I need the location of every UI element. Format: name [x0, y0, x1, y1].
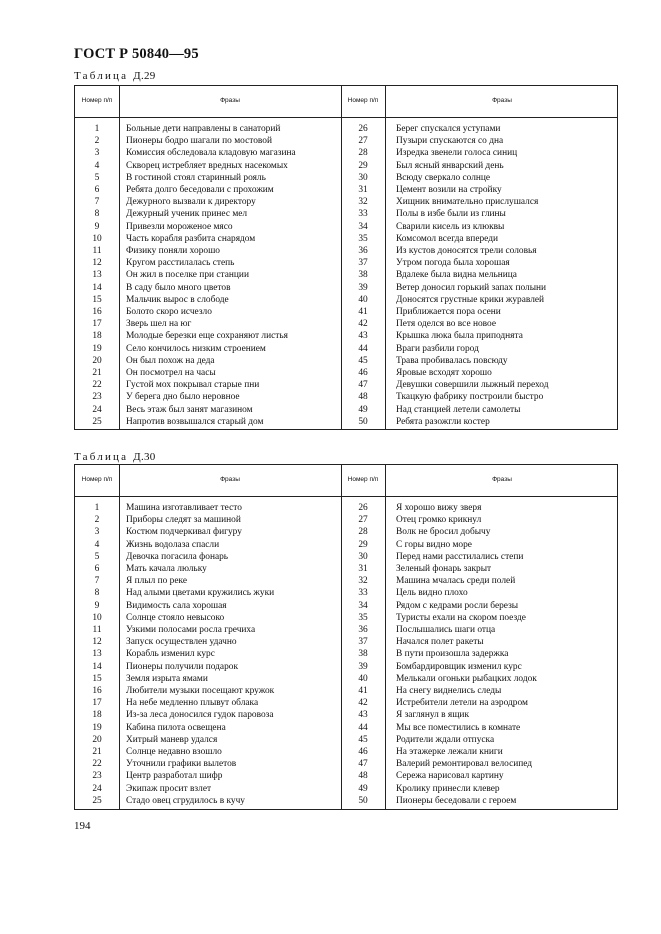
row-number: 33 — [358, 209, 368, 220]
column-header-phrases: Фразы — [492, 97, 512, 105]
row-phrase: Трава пробивалась повсюду — [396, 355, 508, 366]
row-phrase: Пионеры беседовали с героем — [396, 795, 517, 806]
row-phrase: Берег спускался уступами — [396, 124, 501, 134]
column-header-number: Номер п/п — [81, 97, 113, 105]
table-row — [75, 795, 617, 807]
row-phrase: Приближается пора осени — [396, 307, 501, 317]
row-phrase: Уточнили графики вылетов — [126, 759, 237, 770]
row-number: 19 — [92, 343, 102, 354]
row-number: 41 — [358, 686, 368, 696]
row-number: 11 — [92, 246, 102, 256]
row-phrase: В пути произошла задержка — [396, 649, 509, 660]
row-number: 26 — [358, 124, 368, 134]
row-number: 46 — [358, 747, 368, 757]
document-header: ГОСТ Р 50840—95 — [74, 46, 199, 62]
table-row — [75, 269, 617, 281]
table-d29-caption — [74, 70, 156, 82]
row-number: 8 — [94, 588, 100, 599]
row-phrase: Комиссия обследовала кладовую магазина — [126, 148, 296, 159]
row-number: 29 — [358, 539, 368, 550]
row-number: 49 — [358, 783, 368, 794]
row-number: 15 — [92, 294, 102, 305]
row-number: 32 — [358, 197, 368, 208]
row-number: 35 — [358, 233, 368, 244]
row-phrase: Машина изготавливает тесто — [126, 503, 242, 513]
table-row — [75, 770, 617, 782]
row-number: 3 — [94, 148, 100, 159]
row-phrase: Цемент возили на стройку — [396, 185, 502, 195]
row-number: 29 — [358, 160, 368, 171]
table-row — [75, 746, 617, 758]
table-row — [75, 636, 617, 648]
table-row — [75, 367, 617, 379]
row-phrase: Перед нами расстилались степи — [396, 551, 524, 562]
row-phrase: Кругом расстилалась степь — [126, 258, 235, 269]
row-number: 3 — [94, 527, 100, 538]
row-number: 12 — [92, 258, 102, 269]
row-phrase: Пионеры получили подарок — [126, 661, 238, 672]
row-number: 10 — [92, 612, 102, 623]
row-number: 34 — [358, 221, 368, 232]
row-phrase: Сварили кисель из клюквы — [396, 221, 505, 232]
row-number: 16 — [92, 686, 102, 696]
table-row — [75, 208, 617, 220]
row-phrase: Жизнь водолаза спасли — [126, 539, 220, 550]
table-row — [75, 551, 617, 563]
row-number: 42 — [358, 319, 368, 330]
row-phrase: Крышка люка была приподнята — [396, 331, 523, 342]
column-header-number: Номер п/п — [347, 97, 379, 105]
row-phrase: Молодые березки еще сохраняют листья — [126, 331, 288, 342]
row-number: 50 — [358, 795, 368, 806]
row-phrase: Любители музыки посещают кружок — [126, 686, 275, 696]
row-phrase: Послышались шаги отца — [396, 625, 496, 635]
row-number: 4 — [94, 160, 100, 171]
table-d30-caption — [74, 451, 156, 463]
row-number: 35 — [358, 612, 368, 623]
row-phrase: Полы в избе были из глины — [396, 209, 506, 220]
table-d30-caption-number: Д.30 — [133, 451, 156, 463]
row-phrase: Цель видно плохо — [396, 588, 468, 599]
row-number: 28 — [358, 527, 368, 538]
row-number: 15 — [92, 673, 102, 684]
table-row — [75, 257, 617, 269]
table-row — [75, 575, 617, 587]
row-number: 20 — [92, 734, 102, 745]
row-phrase: На небе медленно плывут облака — [126, 698, 259, 709]
row-phrase: Физику поняли хорошо — [126, 246, 220, 256]
table-row — [75, 184, 617, 196]
column-header-number: Номер п/п — [81, 476, 113, 484]
table-row — [75, 330, 617, 342]
table-row — [75, 709, 617, 721]
row-phrase: Хитрый маневр удался — [126, 734, 218, 745]
row-number: 27 — [358, 136, 368, 147]
row-number: 4 — [94, 539, 100, 550]
table-row — [75, 196, 617, 208]
row-number: 9 — [94, 600, 100, 611]
column-header-phrases: Фразы — [492, 476, 512, 484]
row-phrase: Мелькали огоньки рыбацких лодок — [396, 673, 537, 684]
row-number: 23 — [92, 392, 102, 403]
row-number: 47 — [358, 380, 368, 391]
row-number: 34 — [358, 600, 368, 611]
row-phrase: Скворец истребляет вредных насекомых — [126, 160, 288, 171]
row-phrase: Туристы ехали на скором поезде — [396, 612, 526, 623]
row-phrase: Дежурный ученик принес мел — [126, 209, 248, 220]
table-row — [75, 526, 617, 538]
table-row — [75, 172, 617, 184]
table-row — [75, 758, 617, 770]
row-number: 5 — [94, 172, 100, 183]
row-phrase: Кролику принесли клевер — [396, 783, 500, 794]
row-number: 21 — [92, 747, 102, 757]
row-phrase: Доносятся грустные крики журавлей — [396, 294, 545, 305]
table-row — [75, 123, 617, 135]
row-number: 2 — [94, 515, 100, 526]
row-phrase: Он был похож на деда — [126, 355, 215, 366]
row-number: 48 — [358, 771, 368, 782]
row-number: 32 — [358, 576, 368, 587]
row-number: 21 — [92, 368, 102, 378]
table-d29-body — [75, 118, 617, 429]
row-phrase: В саду было много цветов — [126, 282, 231, 293]
row-number: 8 — [94, 209, 100, 220]
row-phrase: Село кончилось низким строением — [126, 343, 266, 354]
table-row — [75, 600, 617, 612]
table-d29-caption-word: Таблица — [74, 70, 129, 82]
table-row — [75, 648, 617, 660]
row-number: 13 — [92, 270, 102, 281]
row-number: 31 — [358, 185, 368, 195]
table-d30 — [74, 464, 618, 810]
row-phrase: Бомбардировщик изменил курс — [396, 661, 522, 672]
row-phrase: Центр разработал шифр — [126, 771, 223, 782]
table-row — [75, 318, 617, 330]
row-number: 30 — [358, 551, 368, 562]
row-number: 25 — [92, 795, 102, 806]
row-number: 6 — [94, 185, 100, 195]
row-phrase: Весь этаж был занят магазином — [126, 404, 253, 415]
table-d29 — [74, 85, 618, 430]
row-number: 1 — [94, 124, 100, 134]
table-row — [75, 502, 617, 514]
row-phrase: Девушки совершили лыжный переход — [396, 380, 549, 391]
row-phrase: Привезли мороженое мясо — [126, 221, 233, 232]
table-row — [75, 306, 617, 318]
row-phrase: На снегу виднелись следы — [396, 686, 502, 696]
row-phrase: Пионеры бодро шагали по мостовой — [126, 136, 272, 147]
row-phrase: Он жил в поселке при станции — [126, 270, 249, 281]
row-number: 30 — [358, 172, 368, 183]
row-phrase: Болото скоро исчезло — [126, 307, 212, 317]
row-phrase: Костюм подчеркивал фигуру — [126, 527, 242, 538]
table-d30-header — [75, 465, 617, 497]
row-phrase: Корабль изменил курс — [126, 649, 215, 660]
row-number: 49 — [358, 404, 368, 415]
row-phrase: Запуск осуществлен удачно — [126, 637, 237, 648]
row-phrase: Девочка погасила фонарь — [126, 551, 229, 562]
row-number: 43 — [358, 710, 368, 721]
row-phrase: Ребята разожгли костер — [396, 416, 490, 427]
column-header-number: Номер п/п — [347, 476, 379, 484]
row-number: 10 — [92, 233, 102, 244]
row-phrase: Сережа нарисовал картину — [396, 771, 504, 782]
row-number: 18 — [92, 710, 102, 721]
row-phrase: Петя оделся во все новое — [396, 319, 496, 330]
row-number: 25 — [92, 416, 102, 427]
row-number: 16 — [92, 307, 102, 317]
table-row — [75, 587, 617, 599]
row-number: 39 — [358, 282, 368, 293]
table-row — [75, 160, 617, 172]
row-phrase: Рядом с кедрами росли березы — [396, 600, 519, 611]
row-phrase: Кабина пилота освещена — [126, 722, 226, 733]
row-phrase: Солнце стояло невысоко — [126, 612, 225, 623]
table-row — [75, 379, 617, 391]
table-d29-header — [75, 86, 617, 118]
table-row — [75, 673, 617, 685]
row-phrase: Всюду сверкало солнце — [396, 172, 491, 183]
table-row — [75, 245, 617, 257]
row-number: 27 — [358, 515, 368, 526]
row-phrase: В гостиной стоял старинный рояль — [126, 172, 266, 183]
row-phrase: Валерий ремонтировал велосипед — [396, 759, 533, 770]
row-phrase: Приборы следят за машиной — [126, 515, 241, 526]
row-number: 14 — [92, 661, 102, 672]
row-phrase: Экипаж просит взлет — [126, 783, 212, 794]
row-phrase: Мы все поместились в комнате — [396, 722, 521, 733]
table-row — [75, 355, 617, 367]
row-number: 28 — [358, 148, 368, 159]
row-number: 37 — [358, 637, 368, 648]
row-phrase: Комсомол всегда впереди — [396, 233, 498, 244]
table-row — [75, 661, 617, 673]
row-number: 1 — [94, 503, 100, 513]
row-number: 20 — [92, 355, 102, 366]
row-phrase: Стадо овец сгрудилось в кучу — [126, 795, 245, 806]
row-number: 40 — [358, 294, 368, 305]
table-row — [75, 722, 617, 734]
row-phrase: Отец громко крикнул — [396, 515, 482, 526]
row-number: 41 — [358, 307, 368, 317]
table-row — [75, 294, 617, 306]
table-row — [75, 514, 617, 526]
row-number: 14 — [92, 282, 102, 293]
row-number: 48 — [358, 392, 368, 403]
table-row — [75, 612, 617, 624]
row-number: 46 — [358, 368, 368, 378]
table-row — [75, 734, 617, 746]
row-phrase: Изредка звенели голоса синиц — [396, 148, 518, 159]
table-d30-body — [75, 497, 617, 809]
row-phrase: Начался полет ракеты — [396, 637, 484, 648]
row-phrase: Он посмотрел на часы — [126, 368, 216, 378]
row-number: 17 — [92, 319, 102, 330]
row-number: 11 — [92, 625, 102, 635]
row-phrase: Солнце недавно взошло — [126, 747, 222, 757]
row-number: 36 — [358, 246, 368, 256]
column-header-phrases: Фразы — [220, 476, 240, 484]
row-number: 13 — [92, 649, 102, 660]
row-phrase: Видимость сала хорошая — [126, 600, 227, 611]
row-number: 17 — [92, 698, 102, 709]
row-phrase: Я заглянул в ящик — [396, 710, 470, 721]
row-number: 42 — [358, 698, 368, 709]
table-row — [75, 135, 617, 147]
table-row — [75, 404, 617, 416]
table-row — [75, 416, 617, 428]
row-phrase: Земля изрыта ямами — [126, 673, 208, 684]
table-row — [75, 282, 617, 294]
row-number: 43 — [358, 331, 368, 342]
row-number: 24 — [92, 404, 102, 415]
table-row — [75, 624, 617, 636]
row-phrase: У берега дно было неровное — [126, 392, 240, 403]
row-number: 37 — [358, 258, 368, 269]
row-phrase: Был ясный январский день — [396, 160, 504, 171]
row-number: 24 — [92, 783, 102, 794]
row-number: 6 — [94, 564, 100, 574]
row-number: 23 — [92, 771, 102, 782]
row-phrase: Утром погода была хорошая — [396, 258, 510, 269]
table-row — [75, 563, 617, 575]
row-phrase: Напротив возвышался старый дом — [126, 416, 264, 427]
row-phrase: Узкими полосами росла гречиха — [126, 625, 256, 635]
row-phrase: С горы видно море — [396, 539, 472, 550]
table-d29-caption-number: Д.29 — [133, 70, 156, 82]
table-row — [75, 539, 617, 551]
row-number: 44 — [358, 722, 368, 733]
table-row — [75, 343, 617, 355]
row-number: 36 — [358, 625, 368, 635]
row-phrase: Я хорошо вижу зверя — [396, 503, 482, 513]
row-phrase: Враги разбили город — [396, 343, 479, 354]
row-phrase: Над станцией летели самолеты — [396, 404, 521, 415]
row-phrase: Пузыри спускаются со дна — [396, 136, 504, 147]
row-phrase: Истребители летели на аэродром — [396, 698, 528, 709]
row-phrase: Зверь шел на юг — [126, 319, 192, 330]
row-number: 22 — [92, 759, 102, 770]
row-phrase: Густой мох покрывал старые пни — [126, 380, 260, 391]
row-phrase: На этажерке лежали книги — [396, 747, 503, 757]
row-phrase: Больные дети направлены в санаторий — [126, 124, 281, 134]
row-number: 44 — [358, 343, 368, 354]
row-phrase: Зеленый фонарь закрыт — [396, 564, 492, 574]
row-number: 50 — [358, 416, 368, 427]
table-row — [75, 233, 617, 245]
table-row — [75, 391, 617, 403]
row-phrase: Вдалеке была видна мельница — [396, 270, 517, 281]
row-number: 9 — [94, 221, 100, 232]
row-phrase: Яровые всходят хорошо — [396, 368, 492, 378]
page-number: 194 — [74, 820, 91, 832]
row-number: 31 — [358, 564, 368, 574]
row-phrase: Из кустов доносятся трели соловья — [396, 246, 537, 256]
row-phrase: Ветер доносил горький запах полыни — [396, 282, 547, 293]
row-phrase: Ткацкую фабрику построили быстро — [396, 392, 544, 403]
row-number: 22 — [92, 380, 102, 391]
column-header-phrases: Фразы — [220, 97, 240, 105]
row-number: 26 — [358, 503, 368, 513]
row-phrase: Над алыми цветами кружились жуки — [126, 588, 275, 599]
row-number: 47 — [358, 759, 368, 770]
row-phrase: Ребята долго беседовали с прохожим — [126, 185, 274, 195]
row-phrase: Родители ждали отпуска — [396, 734, 495, 745]
row-phrase: Мальчик вырос в слободе — [126, 294, 229, 305]
row-phrase: Хищник внимательно прислушался — [396, 197, 539, 208]
table-row — [75, 697, 617, 709]
row-phrase: Волк не бросил добычу — [396, 527, 491, 538]
row-number: 12 — [92, 637, 102, 648]
row-phrase: Часть корабля разбита снарядом — [126, 233, 256, 244]
table-row — [75, 685, 617, 697]
row-number: 2 — [94, 136, 100, 147]
row-phrase: Я плыл по реке — [126, 576, 187, 587]
table-d30-caption-word: Таблица — [74, 451, 129, 463]
row-number: 45 — [358, 355, 368, 366]
row-number: 45 — [358, 734, 368, 745]
row-number: 7 — [94, 197, 100, 208]
table-row — [75, 147, 617, 159]
row-phrase: Мать качала люльку — [126, 564, 207, 574]
row-phrase: Из-за леса доносился гудок паровоза — [126, 710, 274, 721]
row-number: 33 — [358, 588, 368, 599]
row-number: 38 — [358, 649, 368, 660]
row-number: 18 — [92, 331, 102, 342]
row-phrase: Машина мчалась среди полей — [396, 576, 516, 587]
row-number: 7 — [94, 576, 100, 587]
table-row — [75, 221, 617, 233]
row-number: 40 — [358, 673, 368, 684]
table-row — [75, 783, 617, 795]
row-phrase: Дежурного вызвали к директору — [126, 197, 256, 208]
row-number: 39 — [358, 661, 368, 672]
row-number: 19 — [92, 722, 102, 733]
row-number: 38 — [358, 270, 368, 281]
row-number: 5 — [94, 551, 100, 562]
